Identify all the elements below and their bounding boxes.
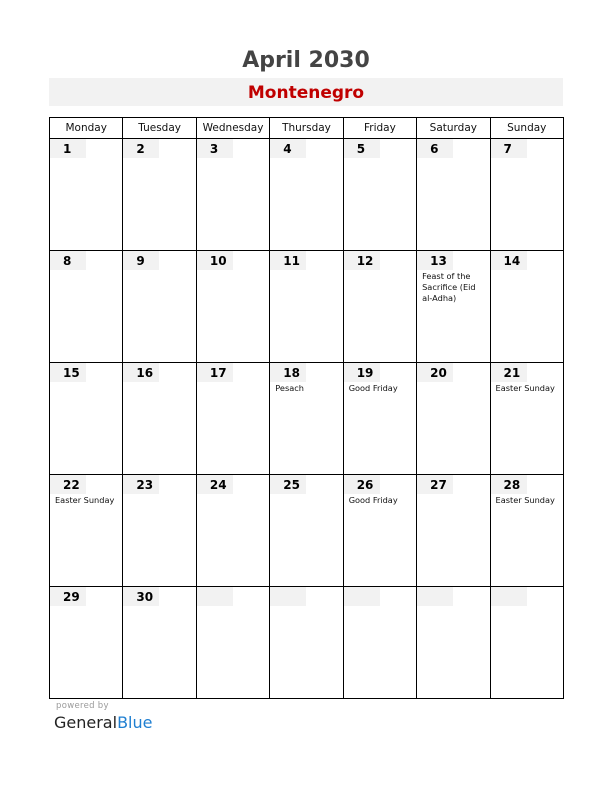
day-number: 4 — [270, 139, 306, 158]
day-number: 14 — [491, 251, 527, 270]
holiday-label — [197, 270, 269, 271]
day-number: 13 — [417, 251, 453, 270]
day-cell — [196, 475, 269, 587]
day-cell — [270, 139, 343, 251]
day-number: 7 — [491, 139, 527, 158]
day-number: 17 — [197, 363, 233, 382]
day-number: 27 — [417, 475, 453, 494]
weekday-sunday: Sunday — [490, 118, 563, 139]
week-row-2 — [50, 251, 564, 363]
holiday-label — [123, 606, 195, 607]
holiday-label — [123, 158, 195, 159]
holiday-label — [417, 382, 489, 383]
calendar-title: April 2030 — [242, 48, 370, 73]
week-row-3 — [50, 363, 564, 475]
day-cell-empty — [343, 587, 416, 699]
day-cell — [343, 475, 416, 587]
holiday-label — [344, 158, 416, 159]
day-number: 19 — [344, 363, 380, 382]
day-cell-empty — [270, 587, 343, 699]
weekday-friday: Friday — [343, 118, 416, 139]
holiday-label — [197, 494, 269, 495]
week-row-5 — [50, 587, 564, 699]
day-number: 24 — [197, 475, 233, 494]
day-number: 15 — [50, 363, 86, 382]
day-cell — [50, 251, 123, 363]
day-number: 22 — [50, 475, 86, 494]
day-number: 5 — [344, 139, 380, 158]
day-number: 10 — [197, 251, 233, 270]
holiday-label — [417, 158, 489, 159]
country-name: Montenegro — [49, 78, 563, 106]
holiday-label — [417, 494, 489, 495]
day-number: 21 — [491, 363, 527, 382]
brand-blue: Blue — [117, 713, 153, 732]
day-number: 25 — [270, 475, 306, 494]
holiday-label — [270, 158, 342, 159]
brand-general: General — [54, 713, 118, 732]
day-cell — [50, 363, 123, 475]
day-cell — [343, 251, 416, 363]
holiday-label: Good Friday — [348, 383, 398, 393]
day-number: 2 — [123, 139, 159, 158]
day-cell — [490, 139, 563, 251]
day-cell — [50, 587, 123, 699]
weekday-thursday: Thursday — [270, 118, 343, 139]
day-number: 30 — [123, 587, 159, 606]
day-number: 11 — [270, 251, 306, 270]
weekday-tuesday: Tuesday — [123, 118, 196, 139]
holiday-label — [50, 606, 122, 607]
day-cell — [270, 251, 343, 363]
day-cell — [417, 251, 490, 363]
day-number-placeholder — [491, 587, 527, 606]
day-number: 1 — [50, 139, 86, 158]
holiday-label — [50, 270, 122, 271]
day-cell-empty — [490, 587, 563, 699]
holiday-label: Feast of the Sacrifice (Eid al-Adha) — [422, 271, 476, 303]
day-cell — [417, 475, 490, 587]
day-number-placeholder — [344, 587, 380, 606]
holiday-label — [197, 382, 269, 383]
holiday-label — [50, 158, 122, 159]
day-cell — [123, 139, 196, 251]
day-cell — [417, 139, 490, 251]
weekday-saturday: Saturday — [417, 118, 490, 139]
holiday-label — [491, 158, 563, 159]
generalblue-logo[interactable] — [54, 713, 152, 732]
day-number: 3 — [197, 139, 233, 158]
day-number: 12 — [344, 251, 380, 270]
powered-by-text: powered by — [56, 701, 109, 711]
day-cell — [490, 363, 563, 475]
day-number: 18 — [270, 363, 306, 382]
day-number: 9 — [123, 251, 159, 270]
day-cell — [343, 139, 416, 251]
day-cell — [343, 363, 416, 475]
holiday-label: Pesach — [275, 383, 304, 393]
day-cell — [123, 475, 196, 587]
day-cell-empty — [417, 587, 490, 699]
day-cell — [123, 587, 196, 699]
day-cell — [196, 251, 269, 363]
weekday-header-row — [50, 118, 564, 139]
day-cell — [196, 139, 269, 251]
day-cell — [50, 139, 123, 251]
day-cell — [270, 475, 343, 587]
day-number: 8 — [50, 251, 86, 270]
holiday-label: Easter Sunday — [495, 495, 555, 505]
holiday-label: Good Friday — [348, 495, 398, 505]
holiday-label — [123, 494, 195, 495]
day-number: 26 — [344, 475, 380, 494]
day-number: 23 — [123, 475, 159, 494]
day-number: 29 — [50, 587, 86, 606]
holiday-label — [344, 270, 416, 271]
day-number-placeholder — [270, 587, 306, 606]
day-number-placeholder — [197, 587, 233, 606]
holiday-label — [50, 382, 122, 383]
holiday-label — [197, 158, 269, 159]
weekday-monday: Monday — [50, 118, 123, 139]
day-number: 16 — [123, 363, 159, 382]
day-cell — [50, 475, 123, 587]
week-row-4 — [50, 475, 564, 587]
calendar-grid — [49, 117, 564, 699]
holiday-label — [123, 270, 195, 271]
day-cell — [490, 475, 563, 587]
day-cell — [417, 363, 490, 475]
week-row-1 — [50, 139, 564, 251]
day-cell — [270, 363, 343, 475]
day-number-placeholder — [417, 587, 453, 606]
day-cell — [123, 251, 196, 363]
day-cell-empty — [196, 587, 269, 699]
day-cell — [123, 363, 196, 475]
day-number: 20 — [417, 363, 453, 382]
holiday-label: Easter Sunday — [55, 495, 115, 505]
day-cell — [196, 363, 269, 475]
holiday-label: Easter Sunday — [495, 383, 555, 393]
holiday-label — [491, 270, 563, 271]
day-number: 28 — [491, 475, 527, 494]
holiday-label — [123, 382, 195, 383]
day-number: 6 — [417, 139, 453, 158]
day-cell — [490, 251, 563, 363]
weekday-wednesday: Wednesday — [196, 118, 269, 139]
holiday-label — [270, 494, 342, 495]
holiday-label — [270, 270, 342, 271]
